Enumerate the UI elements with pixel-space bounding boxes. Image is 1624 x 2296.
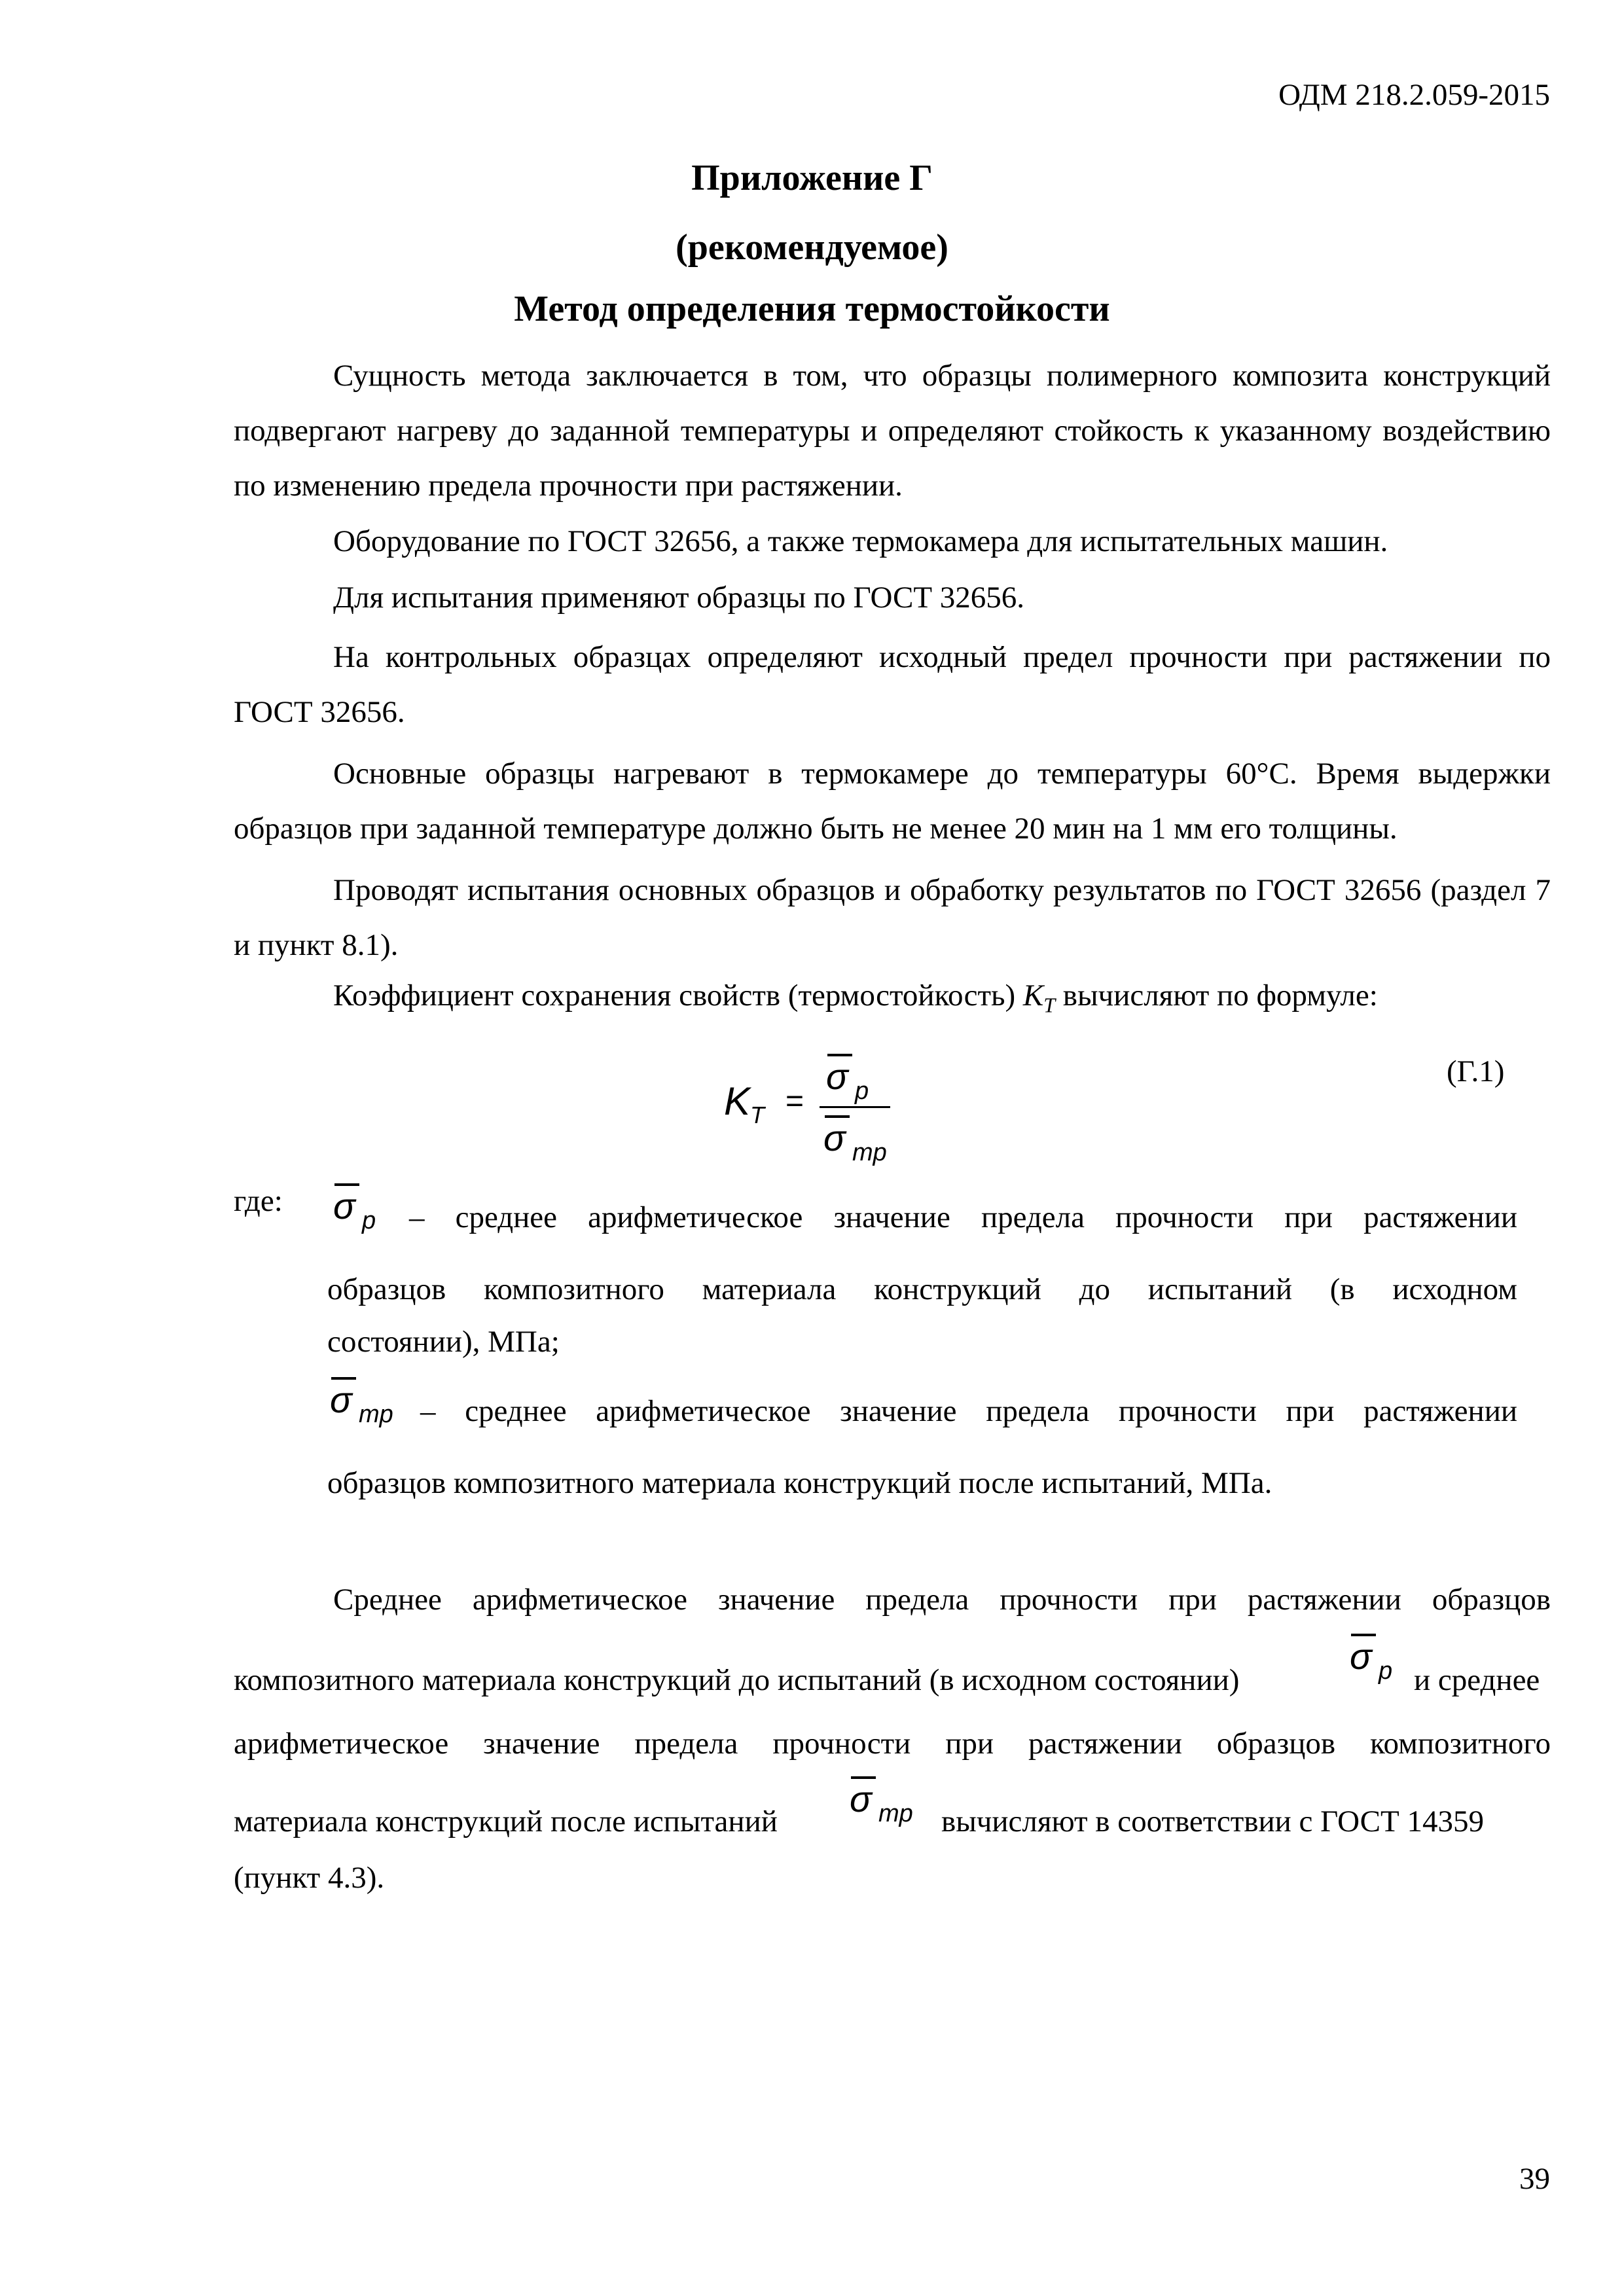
final-paragraph-line3: арифметическое значение предела прочности при растяжении образцов композитного — [234, 1727, 1551, 1761]
method-title: Метод определения термостойкости — [514, 289, 1110, 329]
final-paragraph-line2b: и среднее — [1414, 1663, 1540, 1697]
final-paragraph-line1: Среднее арифметическое значение предела прочности при растяжении образцов — [333, 1583, 1551, 1617]
definition-sigma-p-line1: – среднее арифметическое значение предела прочности при растяжении — [409, 1200, 1517, 1234]
where-label: где: — [234, 1184, 283, 1218]
paragraph-coefficient — [333, 978, 1378, 1017]
final-paragraph-line4a: материала конструкций после испытаний — [234, 1804, 778, 1839]
definition-sigma-p-line3: состоянии), МПа; — [327, 1325, 560, 1359]
final-paragraph-line4b: вычисляют в соответствии с ГОСТ 14359 — [941, 1804, 1484, 1839]
definition-sigma-p-line2: образцов композитного материала конструкций до испытаний (в исходном — [327, 1272, 1517, 1306]
paragraph-specimens: Для испытания применяют образцы по ГОСТ 32656. — [333, 581, 1025, 615]
paragraph-heating: Основные образцы нагревают в термокамере до температуры 60°С. Время выдержки образцов при заданной температуре должно быть не менее 20 мин на 1 мм его толщины. — [234, 757, 1551, 846]
coefficient-text-before: Коэффициент сохранения свойств (термостойкость) — [333, 978, 1023, 1013]
final-paragraph-line2a: композитного материала конструкций до испытаний (в исходном состоянии) — [234, 1663, 1240, 1697]
document-page: ОДМ 218.2.059-2015 Приложение Г (рекомендуемое) Метод определения термостойкости Сущность метода заключается в том, что образцы полимерного композита конструкций подвергают нагреву до заданной температуры и определяют стойкость к указанному воздействию по изменению предела прочности при растяжении. Оборудование по ГОСТ 32656, а также термокамера для испытательных машин. Для испытания применяют образцы по ГОСТ 32656. На контрольных образцах определяют исходный предел прочности при растяжении по ГОСТ 32656. Основные образцы нагревают в термокамере до температуры 60°С. Время выдержки образцов при заданной температуре должно быть не менее 20 мин на 1 мм его толщины. Проводят испытания основных образцов и обработку результатов по ГОСТ 32656 (раздел 7 и пункт 8.1). Коэффициент сохранения свойств (термостойкость) $K_T$ вычисляют по формуле: $K_T$ = σ p σ mp (Г.1) где: σ p – среднее арифметическое значение предела прочности при растяжении образцов композитного материала конструкций до испытаний (в исходном состоянии), МПа; σ mp – среднее арифметическое значение предела прочности при растяжении образцов композитного материала конструкций после испытаний, МПа. Среднее арифметическое значение предела прочности при растяжении образцов композитного материала конструкций до испытаний (в исходном состоянии) σ p и среднее арифметическое значение предела прочности при растяжении образцов композитного материала конструкций после испытаний σ mp вычисляют в соответствии с ГОСТ 14359 (пункт 4.3). 39 — [0, 0, 1624, 2296]
coefficient-text-after: вычисляют по формуле: — [1055, 978, 1378, 1013]
formula-fraction-bar — [820, 1106, 890, 1108]
paragraph-equipment: Оборудование по ГОСТ 32656, а также термокамера для испытательных машин. — [333, 524, 1388, 558]
appendix-title: Приложение Г — [691, 158, 933, 198]
formula-lhs: $K_T$ — [724, 1079, 765, 1128]
final-paragraph-line5: (пункт 4.3). — [234, 1861, 385, 1895]
page-number: 39 — [1519, 2162, 1550, 2196]
formula-number: (Г.1) — [1447, 1054, 1505, 1088]
definition-sigma-mp-line1: – среднее арифметическое значение предела прочности при растяжении — [420, 1394, 1517, 1428]
document-code: ОДМ 218.2.059-2015 — [1278, 78, 1550, 112]
coefficient-symbol: $K_T$ — [1022, 978, 1056, 1017]
paragraph-control-specimens: На контрольных образцах определяют исходный предел прочности при растяжении по ГОСТ 32656. — [234, 640, 1551, 729]
formula-equals: = — [785, 1084, 804, 1119]
appendix-status: (рекомендуемое) — [676, 227, 948, 268]
definition-sigma-mp-line2: образцов композитного материала конструкций после испытаний, МПа. — [327, 1466, 1272, 1500]
paragraph-testing: Проводят испытания основных образцов и обработку результатов по ГОСТ 32656 (раздел 7 и пункт 8.1). — [234, 873, 1551, 962]
paragraph-essence: Сущность метода заключается в том, что образцы полимерного композита конструкций подвергают нагреву до заданной температуры и определяют стойкость к указанному воздействию по изменению предела прочности при растяжении. — [234, 359, 1551, 503]
